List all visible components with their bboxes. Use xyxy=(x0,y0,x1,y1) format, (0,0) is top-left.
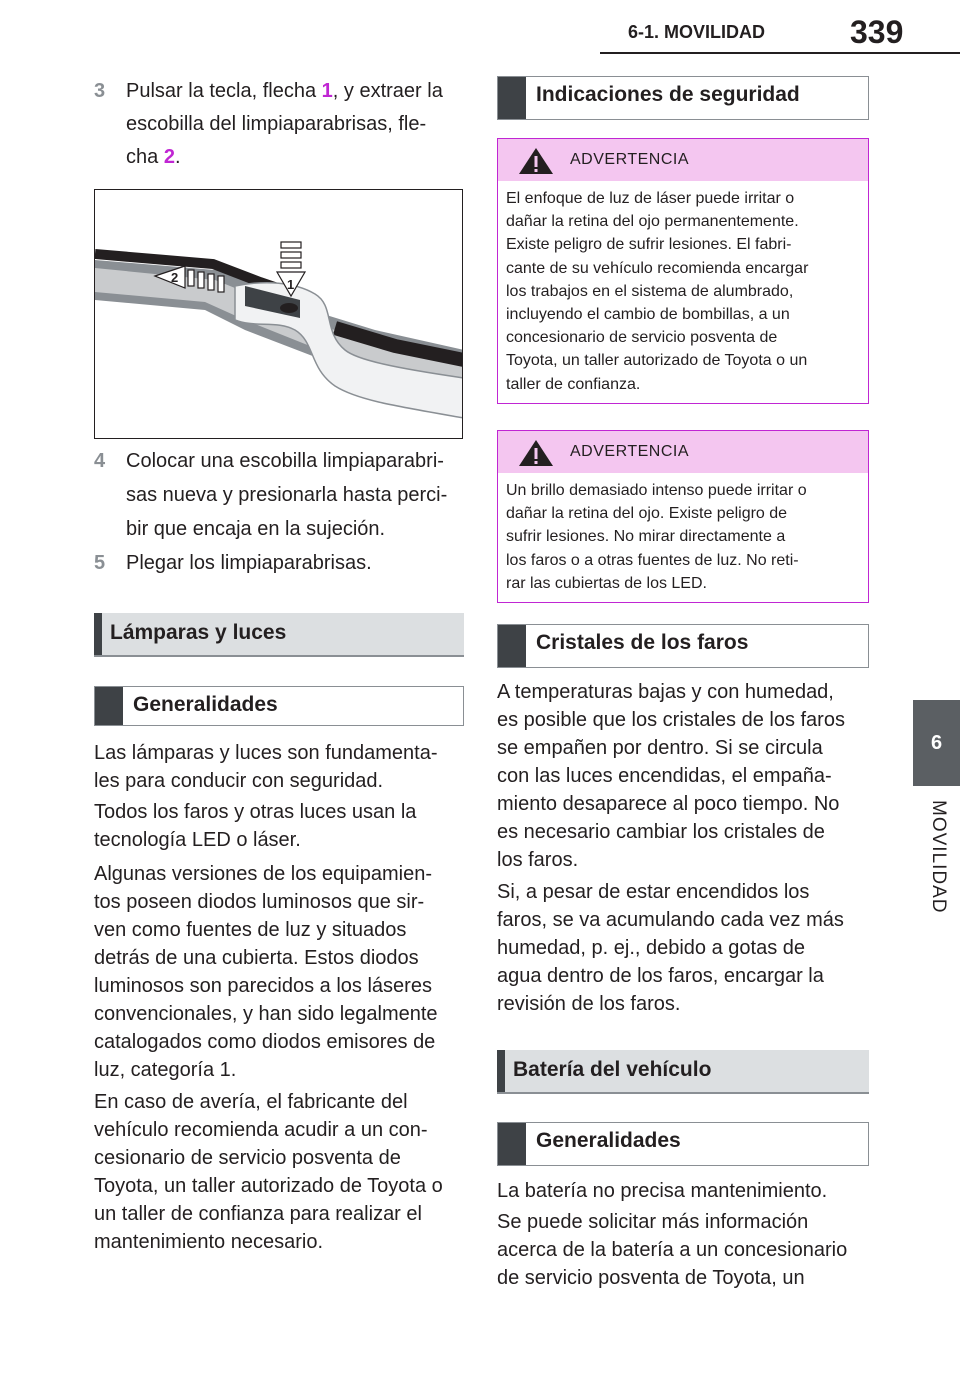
step-number: 3 xyxy=(94,80,106,102)
step-text-line: Plegar los limpiaparabrisas. xyxy=(126,552,372,574)
battery-paragraph: Se puede solicitar más información acerca de la batería a un concesionario de servicio posventa de Toyota, un xyxy=(497,1211,848,1289)
step-text-line: Colocar una escobilla limpiaparabri- xyxy=(126,450,444,472)
section-heading-text: Lámparas y luces xyxy=(110,621,287,644)
warning-text: Un brillo demasiado intenso puede irritar o dañar la retina del ojo. Existe peligro de sufrir lesiones. No mirar directamente a los faros o a otras fuentes de luz. No reti- rar las cubiertas de los LED. xyxy=(506,482,807,592)
step-number: 5 xyxy=(94,552,106,574)
warning-triangle-icon xyxy=(518,439,554,467)
sub-heading-text: Cristales de los faros xyxy=(536,631,749,654)
warning-box-laser xyxy=(497,138,869,404)
sub-heading-text: Generalidades xyxy=(536,1129,681,1152)
step-text-line: escobilla del limpiaparabrisas, fle- xyxy=(126,113,427,135)
section-heading-lamps xyxy=(94,613,464,657)
figure-label-2: 2 xyxy=(171,270,179,285)
step-4 xyxy=(94,444,474,554)
lamps-paragraph: Todos los faros y otras luces usan la tecnología LED o láser. xyxy=(94,801,417,851)
figure-label-1: 1 xyxy=(287,277,295,292)
section-heading-text: Batería del vehículo xyxy=(513,1058,712,1081)
sub-heading-safety xyxy=(497,76,869,120)
warning-triangle-icon xyxy=(518,147,554,175)
lamps-paragraph: Algunas versiones de los equipamien- tos poseen diodos luminosos que sir- ven como fuentes de luz y situados detrás de una cubierta. Estos diodos luminosos son parecidos a los láseres convencionales, y han sido legalmente catalogados como diodos emisores de luz, categoría 1. xyxy=(94,863,438,1081)
step-text-line: Pulsar la tecla, flecha 1, y extraer la xyxy=(126,80,443,102)
running-header: 6-1. MOVILIDAD xyxy=(628,22,766,42)
step-text-line: sas nueva y presionarla hasta perci- xyxy=(126,484,448,506)
sub-heading-general xyxy=(94,686,464,726)
lamps-paragraph: En caso de avería, el fabricante del vehículo recomienda acudir a un con- cesionario de servicio posventa de Toyota, un taller autorizado de Toyota o un taller de confianza para realizar el mantenimiento necesario. xyxy=(94,1091,443,1253)
warning-title: ADVERTENCIA xyxy=(570,443,690,460)
wiper-blade-figure xyxy=(94,189,463,439)
page-number: 339 xyxy=(850,14,904,50)
sub-heading-headlight-glass xyxy=(497,624,869,668)
callout-2: 2 xyxy=(163,146,175,168)
callout-1: 1 xyxy=(321,80,333,102)
battery-paragraph: La batería no precisa mantenimiento. xyxy=(497,1180,828,1202)
wiper-blade-illustration xyxy=(95,190,463,439)
warning-header xyxy=(498,139,868,181)
warning-header xyxy=(498,431,868,473)
sub-heading-text: Generalidades xyxy=(133,693,278,716)
warning-box-brightness xyxy=(497,430,869,603)
warning-text: El enfoque de luz de láser puede irritar o dañar la retina del ojo permanentemente. Existe peligro de sufrir lesiones. El fabri- cante de su vehículo recomienda encargar los trabajos en el sistema de alumbrado, incluyendo el cambio de bombillas, a un concesionario de servicio posventa de Toyota, un taller autorizado de Toyota o un taller de confianza. xyxy=(506,190,809,393)
warning-title: ADVERTENCIA xyxy=(570,151,690,168)
header-rule xyxy=(600,52,960,54)
glass-paragraph: Si, a pesar de estar encendidos los faros, se va acumulando cada vez más humedad, p. ej., debido a gotas de agua dentro de los faros, encargar la revisión de los faros. xyxy=(497,881,844,1015)
step-3 xyxy=(94,74,474,184)
sub-heading-text: Indicaciones de seguridad xyxy=(536,83,800,106)
section-heading-battery xyxy=(497,1050,869,1094)
lamps-paragraph: Las lámparas y luces son fundamenta- les para conducir con seguridad. xyxy=(94,742,438,792)
step-5 xyxy=(94,546,474,582)
chapter-tab-label: MOVILIDAD xyxy=(928,800,949,914)
glass-paragraph: A temperaturas bajas y con humedad, es posible que los cristales de los faros se empañen por dentro. Si se circula con las luces encendidas, el empaña- miento desaparece al poco tiempo. No es necesario cambiar los cristales de los faros. xyxy=(497,681,845,871)
sub-heading-battery-general xyxy=(497,1122,869,1166)
step-text-line: bir que encaja en la sujeción. xyxy=(126,518,386,540)
chapter-tab-number: 6 xyxy=(913,700,960,786)
step-number: 4 xyxy=(94,450,106,472)
step-text-line: cha 2. xyxy=(126,146,181,168)
